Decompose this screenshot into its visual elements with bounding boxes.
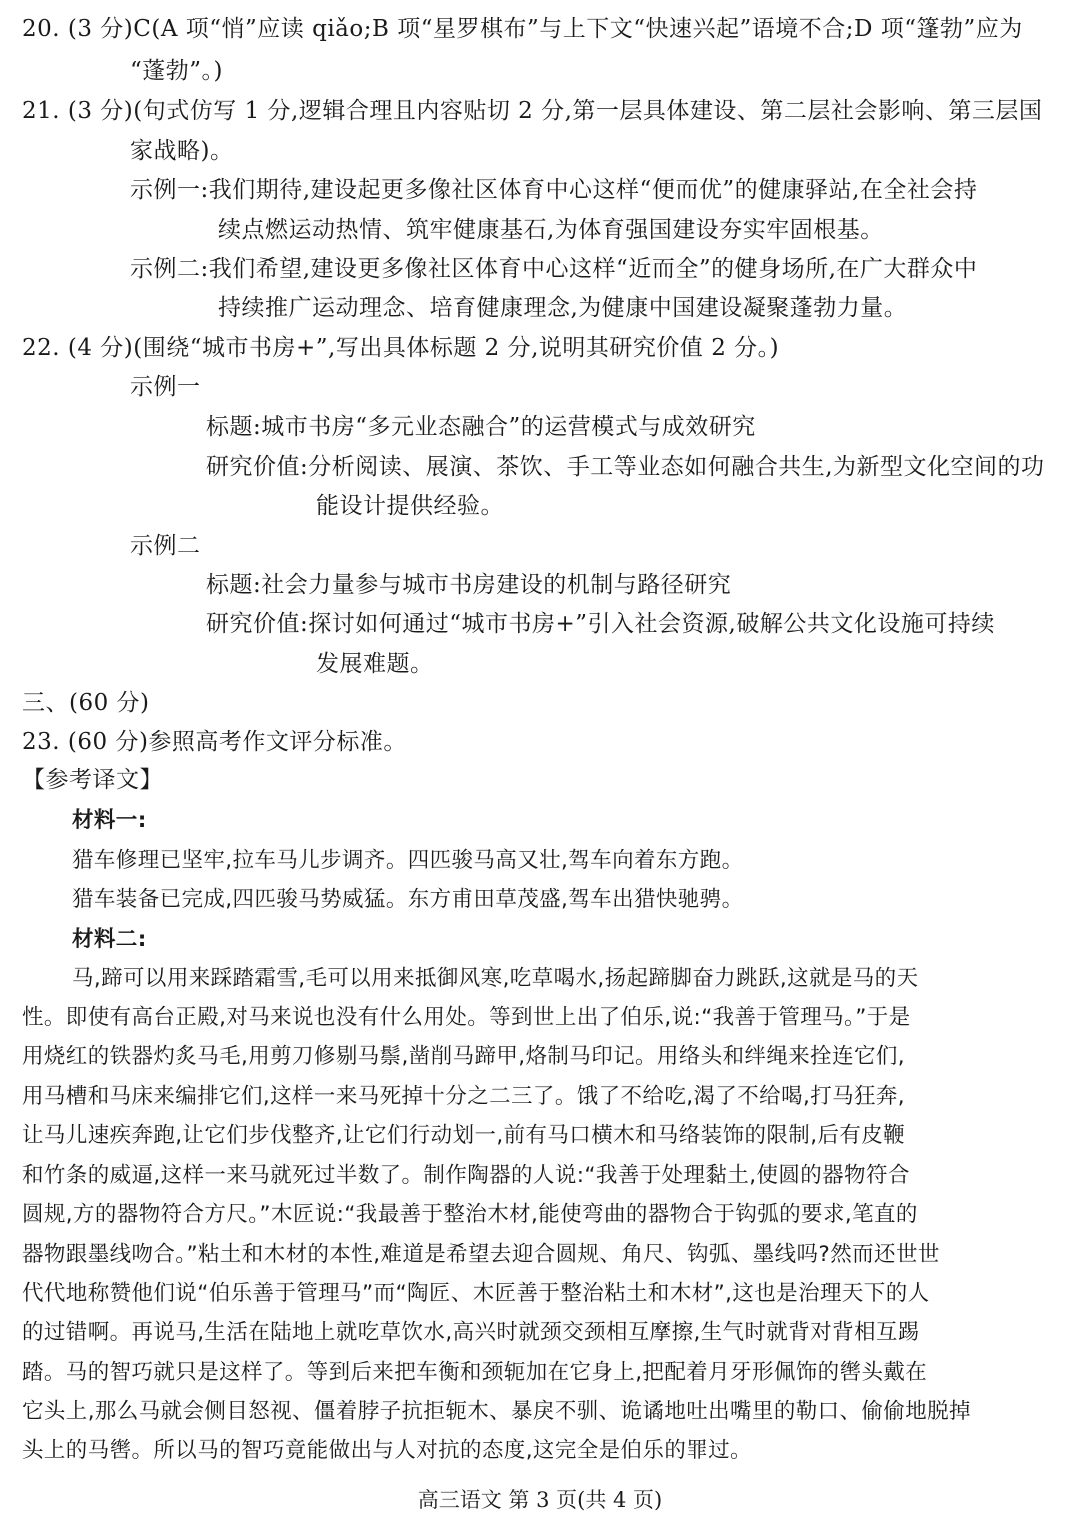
material-2-line: 性。即使有高台正殿,对马来说也没有什么用处。等到世上出了伯乐,说:“我善于管理马。”于是 (22, 1005, 911, 1030)
section-3-heading: 三、(60 分) (22, 690, 150, 716)
material-2-line: 的过错啊。再说马,生活在陆地上就吃草饮水,高兴时就颈交颈相互摩擦,生气时就背对背相互踢 (22, 1320, 920, 1345)
material-2-line: 器物跟墨线吻合。”粘土和木材的本性,难道是希望去迎合圆规、角尺、钩弧、墨线吗?然而还世世 (22, 1242, 940, 1267)
q21-example1-line-2: 续点燃运动热情、筑牢健康基石,为体育强国建设夯实牢固根基。 (218, 217, 884, 243)
material-1-line: 猎车修理已坚牢,拉车马儿步调齐。四匹骏马高又壮,驾车向着东方跑。 (72, 848, 744, 873)
q20-line-1: 20. (3 分)C(A 项“悄”应读 qiǎo;B 项“星罗棋布”与上下文“快速兴起”语境不合;D 项“篷勃”应为 (22, 16, 1023, 42)
material-2-line: 马,蹄可以用来踩踏霜雪,毛可以用来抵御风寒,吃草喝水,扬起蹄脚奋力跳跃,这就是马的天 (72, 966, 919, 991)
material-2-line: 它头上,那么马就会侧目怒视、僵着脖子抗拒轭木、暴戾不驯、诡谲地吐出嘴里的勒口、偷偷地脱掉 (22, 1399, 971, 1424)
material-2-line: 圆规,方的器物符合方尺。”木匠说:“我最善于整治木材,能使弯曲的器物合于钩弧的要求,笔直的 (22, 1202, 918, 1227)
q21-example2-line-2: 持续推广运动理念、培育健康理念,为健康中国建设凝聚蓬勃力量。 (218, 295, 908, 321)
q22-example2-value-line-1: 研究价值:探讨如何通过“城市书房+”引入社会资源,破解公共文化设施可持续 (206, 611, 995, 637)
material-2-line: 让马儿速疾奔跑,让它们步伐整齐,让它们行动划一,前有马口横木和马络装饰的限制,后有皮鞭 (22, 1123, 906, 1148)
q22-example1-label: 示例一 (130, 374, 201, 400)
material-2-label: 材料二: (72, 927, 147, 952)
q21-line-1: 21. (3 分)(句式仿写 1 分,逻辑合理且内容贴切 2 分,第一层具体建设、第二层社会影响、第三层国 (22, 98, 1043, 124)
q22-example2-title: 标题:社会力量参与城市书房建设的机制与路径研究 (206, 572, 732, 598)
material-1-line: 猎车装备已完成,四匹骏马势威猛。东方甫田草茂盛,驾车出猎快驰骋。 (72, 887, 744, 912)
material-1-label: 材料一: (72, 808, 147, 833)
q21-line-2: 家战略)。 (130, 138, 234, 164)
q23-line: 23. (60 分)参照高考作文评分标准。 (22, 729, 407, 755)
material-2-line: 用马槽和马床来编排它们,这样一来马死掉十分之二三了。饿了不给吃,渴了不给喝,打马狂奔, (22, 1084, 906, 1109)
q22-example1-value-line-2: 能设计提供经验。 (316, 493, 504, 519)
page-footer: 高三语文 第 3 页(共 4 页) (417, 1488, 663, 1512)
translation-heading: 【参考译文】 (22, 767, 163, 793)
material-2-line: 和竹条的威逼,这样一来马就死过半数了。制作陶器的人说:“我善于处理黏土,使圆的器物符合 (22, 1163, 910, 1188)
q22-example2-label: 示例二 (130, 533, 201, 559)
q22-example1-value-line-1: 研究价值:分析阅读、展演、茶饮、手工等业态如何融合共生,为新型文化空间的功 (206, 454, 1045, 480)
q22-example2-value-line-2: 发展难题。 (316, 651, 434, 677)
material-2-line: 用烧红的铁器灼炙马毛,用剪刀修剔马鬃,凿削马蹄甲,烙制马印记。用络头和绊绳来拴连它们, (22, 1044, 906, 1069)
material-2-line: 头上的马辔。所以马的智巧竟能做出与人对抗的态度,这完全是伯乐的罪过。 (22, 1438, 752, 1463)
q21-example2-line-1: 示例二:我们希望,建设更多像社区体育中心这样“近而全”的健身场所,在广大群众中 (130, 256, 978, 282)
q21-example1-line-1: 示例一:我们期待,建设起更多像社区体育中心这样“便而优”的健康驿站,在全社会持 (130, 177, 978, 203)
q22-example1-title: 标题:城市书房“多元业态融合”的运营模式与成效研究 (206, 414, 756, 440)
q22-line-1: 22. (4 分)(围绕“城市书房+”,写出具体标题 2 分,说明其研究价值 2 分。) (22, 335, 780, 361)
material-2-line: 踏。马的智巧就只是这样了。等到后来把车衡和颈轭加在它身上,把配着月牙形佩饰的辔头戴在 (22, 1360, 928, 1385)
q20-line-2: “蓬勃”。) (130, 58, 223, 84)
material-2-line: 代代地称赞他们说“伯乐善于管理马”而“陶匠、木匠善于整治粘土和木材”,这也是治理天下的人 (22, 1281, 930, 1306)
